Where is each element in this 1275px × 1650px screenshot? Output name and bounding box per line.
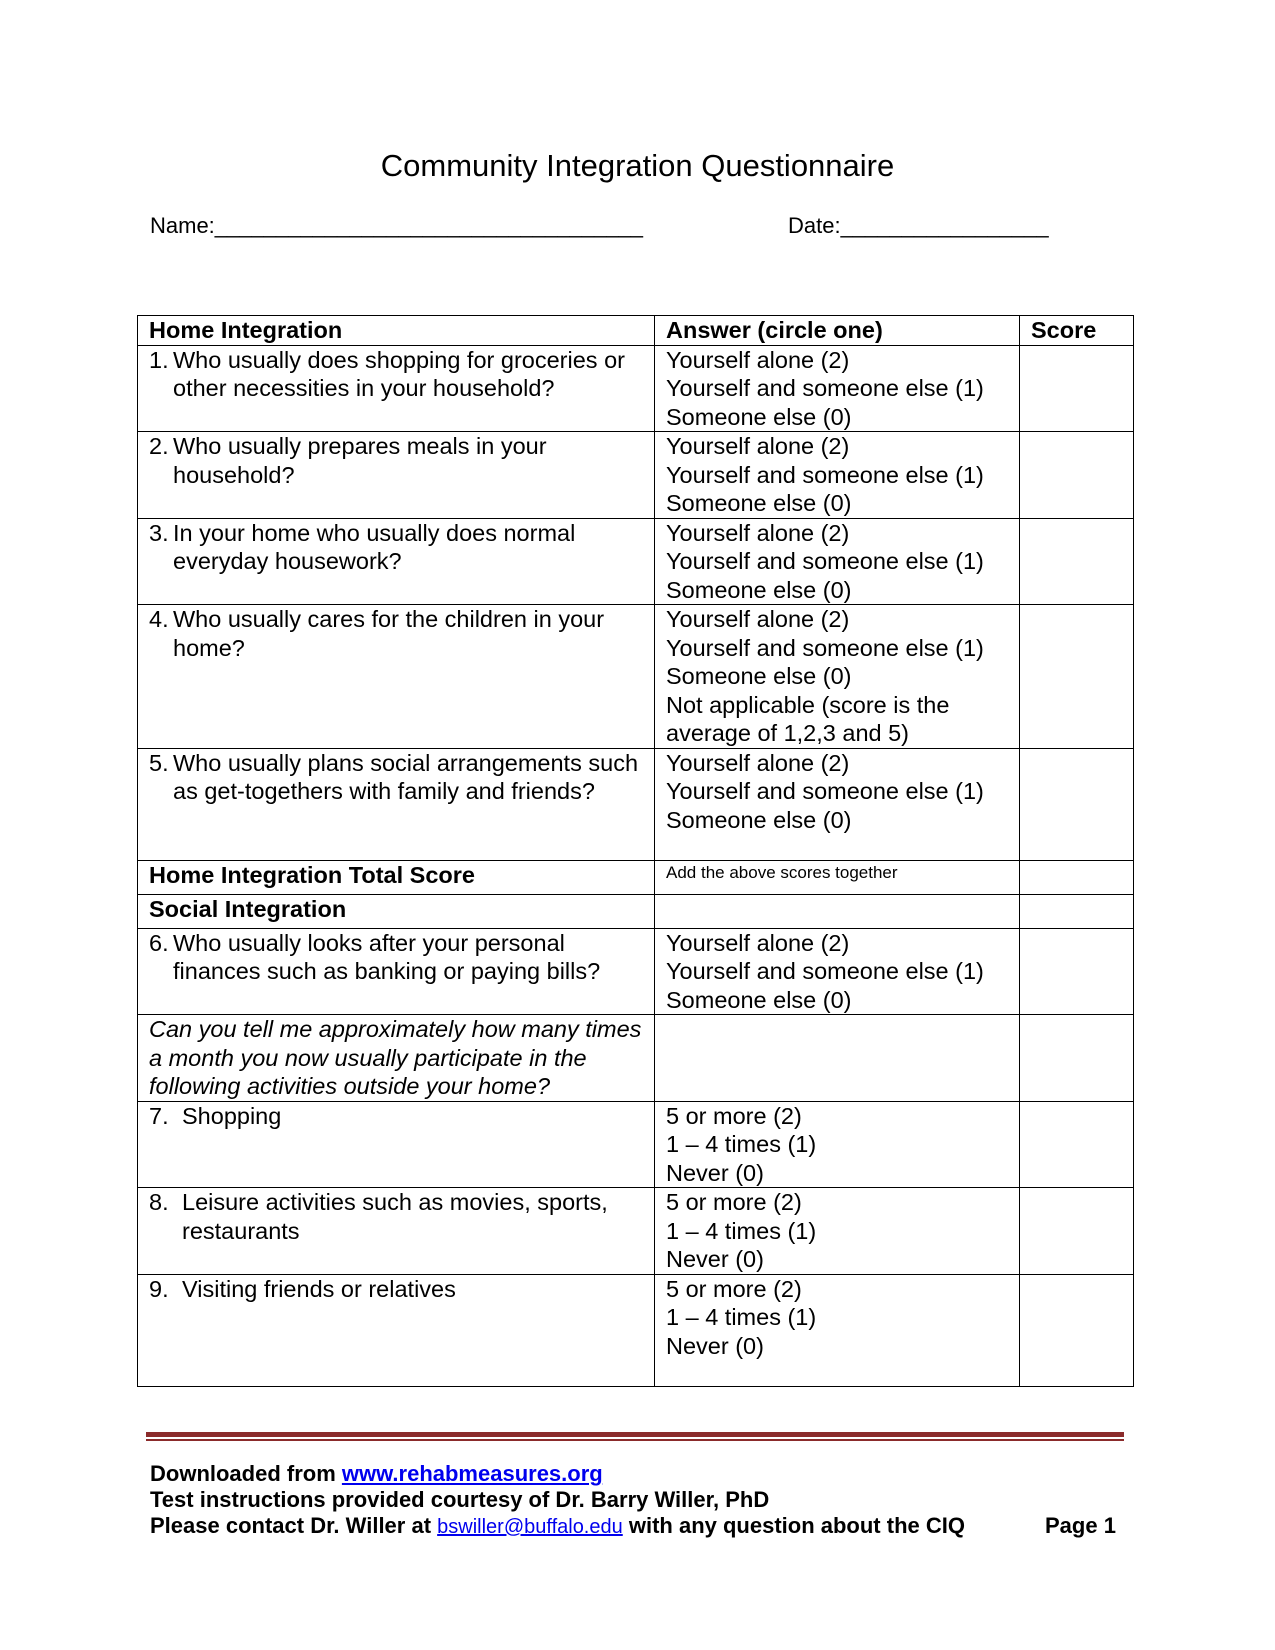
score-cell[interactable]	[1020, 345, 1134, 432]
empty-cell	[1020, 1015, 1134, 1102]
answer-option[interactable]: Never (0)	[666, 1159, 764, 1186]
question-row-7	[138, 1101, 1134, 1188]
empty-cell	[655, 1015, 1020, 1102]
question-row-1	[138, 345, 1134, 432]
activity-prompt: Can you tell me approximately how many times a month you now usually participate in the following activities outside your home?	[138, 1015, 655, 1102]
contact-suffix: with any question about the CIQ	[622, 1513, 965, 1538]
answer-option[interactable]: Yourself and someone else (1)	[666, 778, 984, 804]
page-number: Page 1	[1045, 1513, 1116, 1538]
home-total-note: Add the above scores together	[655, 860, 1020, 894]
downloaded-prefix: Downloaded from	[150, 1461, 342, 1486]
question-number: 8.	[149, 1189, 169, 1215]
social-integration-header-row	[138, 894, 1134, 928]
question-row-4	[138, 605, 1134, 749]
answer-option[interactable]: Yourself and someone else (1)	[666, 548, 984, 574]
score-cell[interactable]	[1020, 432, 1134, 519]
question-row-6	[138, 928, 1134, 1015]
question-text: Shopping	[182, 1102, 282, 1129]
question-text: Who usually does shopping for groceries or other necessities in your household?	[173, 346, 625, 401]
question-row-3	[138, 518, 1134, 605]
answer-option[interactable]: Yourself and someone else (1)	[666, 634, 984, 661]
answer-option[interactable]: Yourself alone (2)	[666, 519, 850, 546]
footer-courtesy: Test instructions provided courtesy of Dr. Barry Willer, PhD	[150, 1487, 770, 1512]
question-number: 9.	[149, 1275, 169, 1302]
contact-prefix: Please contact Dr. Willer at	[150, 1513, 438, 1538]
answer-option[interactable]: 1 – 4 times (1)	[666, 1217, 817, 1244]
empty-cell	[655, 894, 1020, 928]
answer-option[interactable]: Yourself and someone else (1)	[666, 461, 984, 488]
questionnaire-table	[137, 315, 1134, 1387]
page-title: Community Integration Questionnaire	[380, 148, 895, 183]
question-number: 3.	[149, 519, 169, 546]
score-cell[interactable]	[1020, 860, 1134, 894]
score-cell[interactable]	[1020, 1274, 1134, 1386]
answer-option[interactable]: Yourself alone (2)	[666, 346, 850, 373]
question-row-9	[138, 1274, 1134, 1386]
score-cell[interactable]	[1020, 605, 1134, 749]
question-row-8	[138, 1188, 1134, 1275]
answer-option[interactable]: 1 – 4 times (1)	[666, 1304, 817, 1330]
answer-option[interactable]: Not applicable (score is the average of 1,2,3 and 5)	[666, 691, 950, 746]
answer-option[interactable]: 5 or more (2)	[666, 1275, 802, 1302]
answer-option[interactable]: Yourself alone (2)	[666, 606, 850, 632]
answer-option[interactable]: Never (0)	[666, 1246, 764, 1272]
answer-option[interactable]: Someone else (0)	[666, 663, 852, 689]
answer-option[interactable]: Someone else (0)	[666, 986, 852, 1013]
social-integration-header: Social Integration	[138, 894, 655, 928]
question-number: 1.	[149, 346, 169, 373]
footer-rule	[146, 1432, 1124, 1437]
answer-option[interactable]: 1 – 4 times (1)	[666, 1131, 817, 1157]
empty-cell	[1020, 894, 1134, 928]
score-cell[interactable]	[1020, 748, 1134, 860]
activity-prompt-row	[138, 1015, 1134, 1102]
answer-option[interactable]: Yourself alone (2)	[666, 749, 850, 776]
home-total-label: Home Integration Total Score	[138, 860, 655, 894]
question-text: In your home who usually does normal everyday housework?	[173, 519, 576, 574]
footer-rule-thin	[146, 1439, 1124, 1441]
answer-option[interactable]: 5 or more (2)	[666, 1102, 802, 1129]
answer-option[interactable]: Yourself alone (2)	[666, 929, 850, 956]
footer-contact	[150, 1513, 965, 1539]
header-score: Score	[1020, 316, 1134, 346]
home-total-row	[138, 860, 1134, 894]
header-home-integration: Home Integration	[138, 316, 655, 346]
question-text: Visiting friends or relatives	[182, 1275, 456, 1302]
score-cell[interactable]	[1020, 1188, 1134, 1275]
score-cell[interactable]	[1020, 928, 1134, 1015]
name-field[interactable]: Name:___________________________________	[150, 213, 644, 238]
question-row-5	[138, 748, 1134, 860]
footer-downloaded	[150, 1461, 603, 1487]
question-row-2	[138, 432, 1134, 519]
answer-option[interactable]: Yourself alone (2)	[666, 433, 850, 459]
score-cell[interactable]	[1020, 518, 1134, 605]
date-field[interactable]: Date:_________________	[788, 213, 1049, 238]
answer-option[interactable]: Yourself and someone else (1)	[666, 375, 984, 401]
answer-option[interactable]: Someone else (0)	[666, 576, 852, 603]
question-number: 6.	[149, 929, 169, 956]
answer-option[interactable]: Yourself and someone else (1)	[666, 958, 984, 984]
rehabmeasures-link[interactable]: www.rehabmeasures.org	[341, 1461, 603, 1486]
header-answer: Answer (circle one)	[655, 316, 1020, 346]
table-header-row	[138, 316, 1134, 346]
question-text: Who usually prepares meals in your household?	[173, 433, 547, 488]
question-number: 2.	[149, 433, 169, 459]
question-text: Who usually cares for the children in your home?	[173, 606, 605, 661]
question-text: Who usually plans social arrangements such as get-togethers with family and friends?	[173, 749, 639, 804]
score-cell[interactable]	[1020, 1101, 1134, 1188]
question-number: 5.	[149, 749, 169, 776]
answer-option[interactable]: 5 or more (2)	[666, 1189, 802, 1215]
answer-option[interactable]: Someone else (0)	[666, 403, 852, 430]
answer-option[interactable]: Someone else (0)	[666, 490, 852, 516]
email-link[interactable]: bswiller@buffalo.edu	[437, 1516, 623, 1538]
answer-option[interactable]: Someone else (0)	[666, 806, 852, 833]
answer-option[interactable]: Never (0)	[666, 1332, 764, 1359]
question-text: Who usually looks after your personal finances such as banking or paying bills?	[173, 929, 601, 984]
question-text: Leisure activities such as movies, sports, restaurants	[182, 1189, 608, 1244]
question-number: 4.	[149, 606, 169, 632]
question-number: 7.	[149, 1102, 169, 1129]
